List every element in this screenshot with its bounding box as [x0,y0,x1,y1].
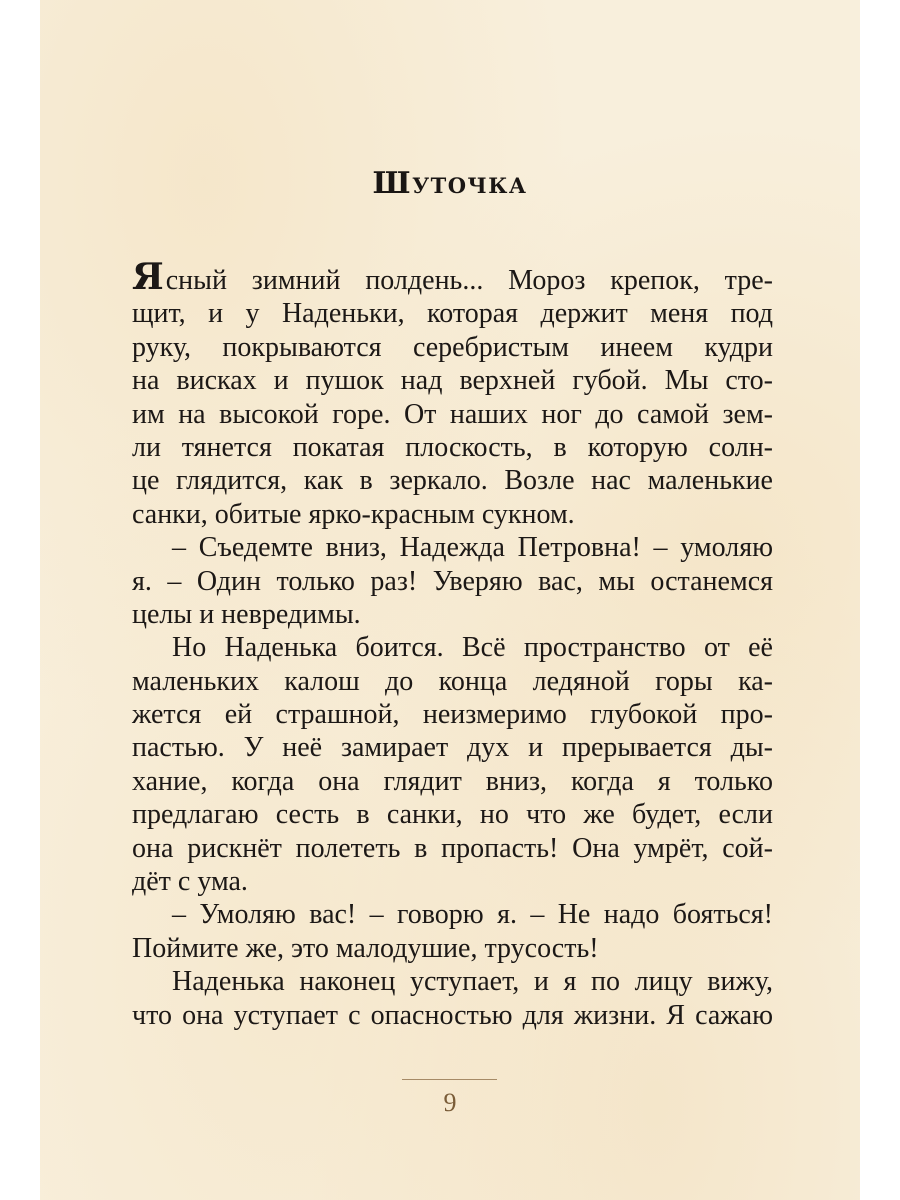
text-line: Наденька наконец уступает, и я по лицу вижу, [172,966,773,998]
text-line: предлагаю сесть в санки, но что же будет, если [132,799,773,831]
text-line: дёт с ума. [132,866,248,898]
text-line: – Умоляю вас! – говорю я. – Не надо бояться! [172,899,773,931]
text-line: руку, покрываются серебристым инеем кудри [132,331,773,363]
chapter-title: Шуточка [372,166,528,201]
body-text [132,256,773,1032]
text-line: щит, и у Наденьки, которая держит меня под [132,298,773,330]
text-line: им на высокой горе. От наших ног до самой зем- [132,398,773,430]
text-line [132,256,773,298]
text-line: хание, когда она глядит вниз, когда я только [132,765,773,797]
text-line: ли тянется покатая плоскость, в которую солн- [132,431,773,463]
text-line: целы и невредимы. [132,598,361,630]
text-line: Но Наденька боится. Всё пространство от её [172,632,773,664]
text-line: маленьких калош до конца ледяной горы ка- [132,665,773,697]
drop-cap: Я [132,256,164,298]
book-page [40,0,860,1200]
text-line: – Съедемте вниз, Надежда Петровна! – умоляю [172,532,773,564]
footer-rule [402,1079,497,1080]
text-line: что она уступает с опасностью для жизни. Я сажаю [132,999,773,1031]
text-line: на висках и пушок над верхней губой. Мы сто- [132,365,773,397]
text-line-rest: сный зимний полдень... Мороз крепок, тре- [165,265,773,296]
text-line: пастью. У неё замирает дух и прерывается ды- [132,732,773,764]
page-number: 9 [443,1088,457,1117]
text-line: жется ей страшной, неизмеримо глубокой про- [132,699,773,731]
text-line: я. – Один только раз! Уверяю вас, мы останемся [132,565,773,597]
text-line: Поймите же, это малодушие, трусость! [132,932,599,964]
text-line: она рискнёт полететь в пропасть! Она умрёт, сой- [132,832,773,864]
text-line: санки, обитые ярко-красным сукном. [132,498,575,530]
text-line: це глядится, как в зеркало. Возле нас маленькие [132,465,773,497]
